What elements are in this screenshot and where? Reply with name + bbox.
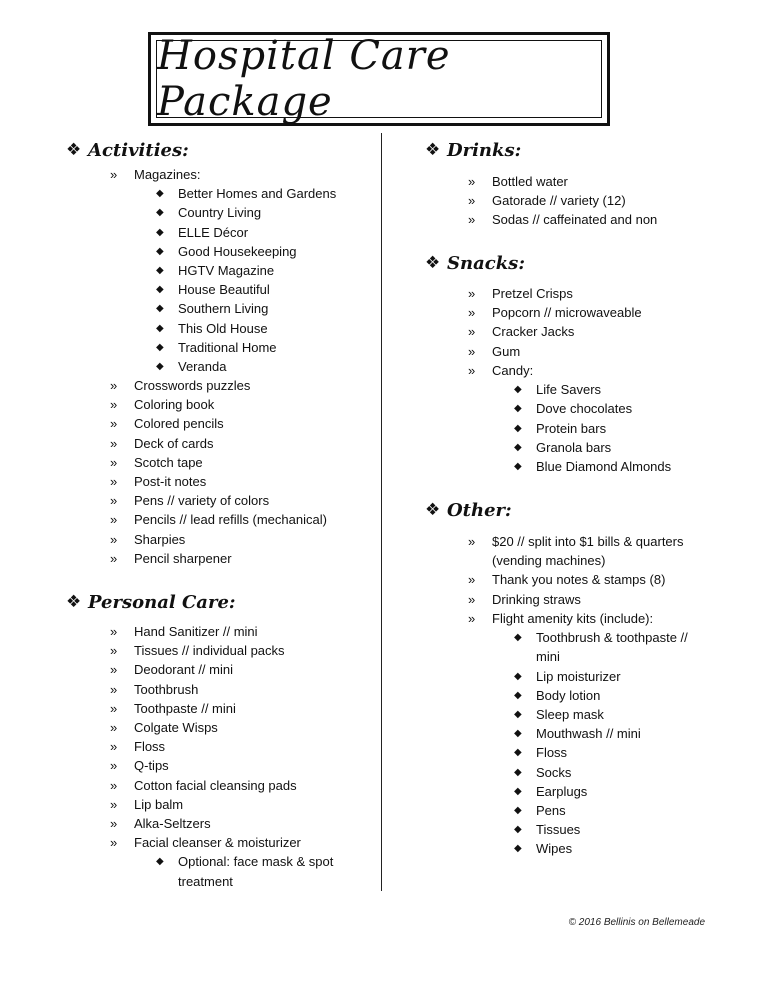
list-item bbox=[468, 303, 732, 322]
bullet-diamond-icon: ◆ bbox=[156, 856, 164, 868]
title-frame-inner bbox=[156, 33, 602, 125]
list-item-text: HGTV Magazine bbox=[178, 263, 275, 279]
bullet-diamond-icon: ◆ bbox=[514, 689, 522, 701]
chevron-double-right-icon: » bbox=[468, 343, 476, 359]
chevron-double-right-icon: » bbox=[110, 835, 118, 851]
list-item-text: $20 // split into $1 bills & quarters (vending machines) bbox=[492, 534, 684, 569]
list-item-text: Toothbrush & toothpaste // mini bbox=[536, 630, 688, 665]
activities-heading bbox=[66, 136, 189, 164]
list-item bbox=[468, 609, 722, 859]
list-item bbox=[156, 280, 374, 299]
list-item bbox=[468, 590, 722, 609]
fleuron-diamond-icon: ❖ bbox=[425, 252, 441, 273]
chevron-double-right-icon: » bbox=[468, 174, 476, 189]
chevron-double-right-icon: » bbox=[110, 167, 118, 182]
list-item bbox=[110, 165, 374, 376]
list-item-text: Dove chocolates bbox=[536, 401, 633, 417]
list-item-text: Q-tips bbox=[134, 758, 169, 774]
list-item bbox=[110, 530, 374, 549]
chevron-double-right-icon: » bbox=[110, 662, 118, 678]
list-item-text: This Old House bbox=[178, 320, 268, 336]
fleuron-diamond-icon: ❖ bbox=[425, 139, 441, 160]
bullet-diamond-icon: ◆ bbox=[156, 284, 164, 296]
list-item bbox=[110, 718, 374, 737]
list-item-text: Lip balm bbox=[134, 796, 184, 812]
bullet-diamond-icon: ◆ bbox=[514, 747, 522, 759]
list-item bbox=[110, 622, 374, 641]
list-item bbox=[110, 510, 374, 529]
list-item bbox=[514, 686, 706, 705]
list-item-text: Socks bbox=[536, 764, 572, 780]
chevron-double-right-icon: » bbox=[468, 193, 476, 209]
list-item bbox=[110, 491, 374, 510]
list-item-text: Gum bbox=[492, 343, 521, 359]
list-item bbox=[156, 319, 374, 338]
snacks-heading bbox=[425, 249, 525, 277]
list-item bbox=[156, 242, 374, 261]
list-item-text: Blue Diamond Almonds bbox=[536, 459, 672, 475]
list-item-text: Veranda bbox=[178, 359, 227, 375]
chevron-double-right-icon: » bbox=[110, 739, 118, 755]
list-item-text: Coloring book bbox=[134, 397, 215, 413]
list-item bbox=[110, 737, 374, 756]
list-item-text: Cracker Jacks bbox=[492, 324, 575, 340]
list-item-text: Earplugs bbox=[536, 783, 588, 799]
list-item-text: Drinking straws bbox=[492, 591, 581, 607]
list-item-text: Deck of cards bbox=[134, 435, 214, 451]
bullet-diamond-icon: ◆ bbox=[156, 361, 164, 373]
bullet-diamond-icon: ◆ bbox=[156, 226, 164, 238]
list-item-text: Protein bars bbox=[536, 420, 607, 436]
list-item bbox=[110, 795, 374, 814]
bullet-diamond-icon: ◆ bbox=[514, 843, 522, 855]
chevron-double-right-icon: » bbox=[110, 435, 118, 451]
bullet-diamond-icon: ◆ bbox=[514, 632, 522, 644]
list-item-text: Country Living bbox=[178, 205, 262, 221]
list-item bbox=[514, 705, 706, 724]
other-heading-text: Other: bbox=[447, 499, 512, 521]
candy-list-wrapper bbox=[468, 361, 732, 476]
fleuron-diamond-icon: ❖ bbox=[66, 591, 82, 612]
list-item-text: Thank you notes & stamps (8) bbox=[492, 572, 666, 588]
list-item bbox=[110, 376, 374, 395]
bullet-diamond-icon: ◆ bbox=[514, 766, 522, 778]
list-item-text: Crosswords puzzles bbox=[134, 378, 251, 393]
chevron-double-right-icon: » bbox=[110, 624, 118, 639]
bullet-diamond-icon: ◆ bbox=[514, 670, 522, 682]
list-item-text: Floss bbox=[134, 739, 166, 755]
list-item-text: Sleep mask bbox=[536, 707, 604, 723]
bullet-diamond-icon: ◆ bbox=[156, 207, 164, 219]
list-item bbox=[156, 223, 374, 242]
list-item-text: Gatorade // variety (12) bbox=[492, 193, 626, 209]
chevron-double-right-icon: » bbox=[110, 512, 118, 528]
chevron-double-right-icon: » bbox=[110, 454, 118, 470]
list-item bbox=[110, 472, 374, 491]
list-item-text: Lip moisturizer bbox=[536, 668, 621, 684]
chevron-double-right-icon: » bbox=[110, 720, 118, 736]
chevron-double-right-icon: » bbox=[110, 700, 118, 716]
other-list bbox=[468, 532, 722, 609]
list-item-text: Pens // variety of colors bbox=[134, 493, 270, 509]
list-item bbox=[468, 210, 732, 229]
magazines-list bbox=[134, 184, 374, 376]
list-item bbox=[514, 820, 706, 839]
list-item bbox=[110, 833, 374, 891]
chevron-double-right-icon: » bbox=[110, 643, 118, 659]
list-item bbox=[468, 322, 732, 341]
list-item bbox=[514, 457, 732, 476]
list-item-text: ELLE Décor bbox=[178, 224, 249, 240]
list-item-text: House Beautiful bbox=[178, 282, 270, 298]
chevron-double-right-icon: » bbox=[110, 474, 118, 490]
chevron-double-right-icon: » bbox=[110, 378, 118, 393]
chevron-double-right-icon: » bbox=[468, 286, 476, 301]
kits-list-wrapper bbox=[468, 609, 722, 859]
chevron-double-right-icon: » bbox=[110, 796, 118, 812]
chevron-double-right-icon: » bbox=[110, 777, 118, 793]
list-item-text: Better Homes and Gardens bbox=[178, 186, 337, 202]
list-item bbox=[110, 756, 374, 775]
chevron-double-right-icon: » bbox=[468, 611, 476, 626]
chevron-double-right-icon: » bbox=[468, 572, 476, 588]
list-item-text: Granola bars bbox=[536, 439, 612, 455]
candy-label: Candy: bbox=[492, 363, 534, 378]
list-item-text: Cotton facial cleansing pads bbox=[134, 777, 297, 793]
list-item bbox=[110, 414, 374, 433]
snacks-heading-text: Snacks: bbox=[447, 252, 525, 274]
list-item-text: Sodas // caffeinated and non bbox=[492, 212, 658, 228]
list-item bbox=[156, 299, 374, 318]
list-item-text: Scotch tape bbox=[134, 454, 203, 470]
other-section bbox=[425, 496, 512, 524]
list-item-text: Pencil sharpener bbox=[134, 550, 232, 566]
bullet-diamond-icon: ◆ bbox=[514, 728, 522, 740]
drinks-list bbox=[468, 172, 732, 230]
bullet-diamond-icon: ◆ bbox=[514, 709, 522, 721]
facial-sub-list bbox=[134, 852, 348, 890]
list-item bbox=[468, 191, 732, 210]
list-item bbox=[514, 419, 732, 438]
list-item-text: Facial cleanser & moisturizer bbox=[134, 835, 301, 851]
drinks-heading-text: Drinks: bbox=[447, 139, 522, 161]
activities-items-list bbox=[110, 376, 374, 568]
bullet-diamond-icon: ◆ bbox=[514, 384, 522, 396]
activities-section bbox=[66, 136, 189, 164]
list-item bbox=[514, 801, 706, 820]
list-item bbox=[156, 261, 374, 280]
list-item-text: Toothbrush bbox=[134, 681, 199, 697]
list-item-text: Alka-Seltzers bbox=[134, 816, 211, 832]
list-item-text: Colored pencils bbox=[134, 416, 224, 432]
list-item-text: Hand Sanitizer // mini bbox=[134, 624, 258, 639]
chevron-double-right-icon: » bbox=[110, 493, 118, 509]
chevron-double-right-icon: » bbox=[110, 816, 118, 832]
bullet-diamond-icon: ◆ bbox=[514, 785, 522, 797]
list-item-text: Good Housekeeping bbox=[178, 243, 297, 259]
list-item bbox=[110, 680, 374, 699]
list-item bbox=[514, 743, 706, 762]
list-item bbox=[156, 852, 348, 890]
chevron-double-right-icon: » bbox=[468, 363, 476, 378]
copyright-notice: © 2016 Bellinis on Bellemeade bbox=[568, 917, 705, 928]
list-item bbox=[110, 776, 374, 795]
bullet-diamond-icon: ◆ bbox=[156, 188, 164, 200]
list-item-text: Tissues // individual packs bbox=[134, 643, 285, 659]
bullet-diamond-icon: ◆ bbox=[514, 461, 522, 473]
list-item-text: Toothpaste // mini bbox=[134, 700, 236, 716]
list-item bbox=[514, 782, 706, 801]
other-heading bbox=[425, 496, 512, 524]
personal-care-heading bbox=[66, 588, 236, 616]
list-item bbox=[110, 660, 374, 679]
bullet-diamond-icon: ◆ bbox=[156, 303, 164, 315]
magazines-label: Magazines: bbox=[134, 167, 201, 182]
list-item-text: Deodorant // mini bbox=[134, 662, 233, 678]
list-item bbox=[468, 532, 722, 570]
list-item bbox=[156, 357, 374, 376]
chevron-double-right-icon: » bbox=[468, 591, 476, 607]
bullet-diamond-icon: ◆ bbox=[514, 805, 522, 817]
kits-label: Flight amenity kits (include): bbox=[492, 611, 654, 626]
list-item-text: Pens bbox=[536, 803, 566, 819]
list-item bbox=[468, 284, 732, 303]
list-item-text: Mouthwash // mini bbox=[536, 726, 641, 742]
list-item bbox=[514, 839, 706, 858]
chevron-double-right-icon: » bbox=[468, 534, 476, 549]
list-item bbox=[514, 724, 706, 743]
drinks-heading bbox=[425, 136, 521, 164]
bullet-diamond-icon: ◆ bbox=[514, 403, 522, 415]
list-item-text: Pretzel Crisps bbox=[492, 286, 573, 301]
list-item bbox=[514, 763, 706, 782]
chevron-double-right-icon: » bbox=[468, 324, 476, 340]
list-item bbox=[110, 453, 374, 472]
list-item bbox=[468, 342, 732, 361]
list-item-text: Life Savers bbox=[536, 382, 602, 398]
personal-care-heading-text: Personal Care: bbox=[88, 591, 236, 613]
bullet-diamond-icon: ◆ bbox=[514, 422, 522, 434]
list-item-text: Optional: face mask & spot treatment bbox=[178, 854, 334, 889]
snacks-section bbox=[425, 249, 525, 277]
chevron-double-right-icon: » bbox=[468, 305, 476, 321]
bullet-diamond-icon: ◆ bbox=[514, 441, 522, 453]
list-item-text: Pencils // lead refills (mechanical) bbox=[134, 512, 327, 528]
chevron-double-right-icon: » bbox=[468, 212, 476, 228]
chevron-double-right-icon: » bbox=[110, 397, 118, 413]
personal-care-section bbox=[66, 588, 236, 616]
chevron-double-right-icon: » bbox=[110, 416, 118, 432]
list-item-text: Post-it notes bbox=[134, 474, 207, 490]
personal-care-list bbox=[110, 622, 374, 891]
list-item bbox=[514, 667, 706, 686]
page-title: Hospital Care Package bbox=[157, 33, 451, 125]
list-item bbox=[110, 395, 374, 414]
list-item bbox=[156, 203, 374, 222]
list-item bbox=[156, 184, 374, 203]
list-item-text: Bottled water bbox=[492, 174, 568, 189]
list-item-text: Colgate Wisps bbox=[134, 720, 218, 736]
list-item bbox=[468, 570, 722, 589]
list-item-text: Southern Living bbox=[178, 301, 269, 317]
kits-list bbox=[492, 628, 706, 858]
activities-heading-text: Activities: bbox=[88, 139, 189, 161]
list-item bbox=[514, 380, 732, 399]
chevron-double-right-icon: » bbox=[110, 550, 118, 566]
bullet-diamond-icon: ◆ bbox=[156, 341, 164, 353]
list-item-text: Tissues bbox=[536, 822, 581, 838]
chevron-double-right-icon: » bbox=[110, 531, 118, 547]
list-item-text: Body lotion bbox=[536, 687, 601, 703]
list-item bbox=[110, 641, 374, 660]
list-item-text: Wipes bbox=[536, 841, 573, 857]
bullet-diamond-icon: ◆ bbox=[156, 322, 164, 334]
fleuron-diamond-icon: ❖ bbox=[425, 499, 441, 520]
activities-list bbox=[110, 165, 374, 376]
bullet-diamond-icon: ◆ bbox=[514, 824, 522, 836]
drinks-section bbox=[425, 136, 521, 164]
title-frame bbox=[148, 32, 610, 126]
list-item-text: Popcorn // microwaveable bbox=[492, 305, 642, 321]
list-item bbox=[514, 399, 732, 418]
list-item bbox=[110, 434, 374, 453]
list-item bbox=[468, 361, 732, 476]
list-item bbox=[110, 814, 374, 833]
list-item bbox=[514, 438, 732, 457]
list-item bbox=[468, 172, 732, 191]
bullet-diamond-icon: ◆ bbox=[156, 245, 164, 257]
chevron-double-right-icon: » bbox=[110, 758, 118, 774]
bullet-diamond-icon: ◆ bbox=[156, 265, 164, 277]
list-item bbox=[110, 549, 374, 568]
list-item bbox=[514, 628, 706, 666]
candy-list bbox=[492, 380, 732, 476]
list-item-text: Sharpies bbox=[134, 531, 186, 547]
list-item bbox=[110, 699, 374, 718]
column-divider bbox=[381, 133, 382, 891]
list-item bbox=[156, 338, 374, 357]
fleuron-diamond-icon: ❖ bbox=[66, 139, 82, 160]
snacks-list bbox=[468, 284, 732, 361]
list-item-text: Traditional Home bbox=[178, 339, 277, 355]
chevron-double-right-icon: » bbox=[110, 681, 118, 697]
list-item-text: Floss bbox=[536, 745, 568, 761]
